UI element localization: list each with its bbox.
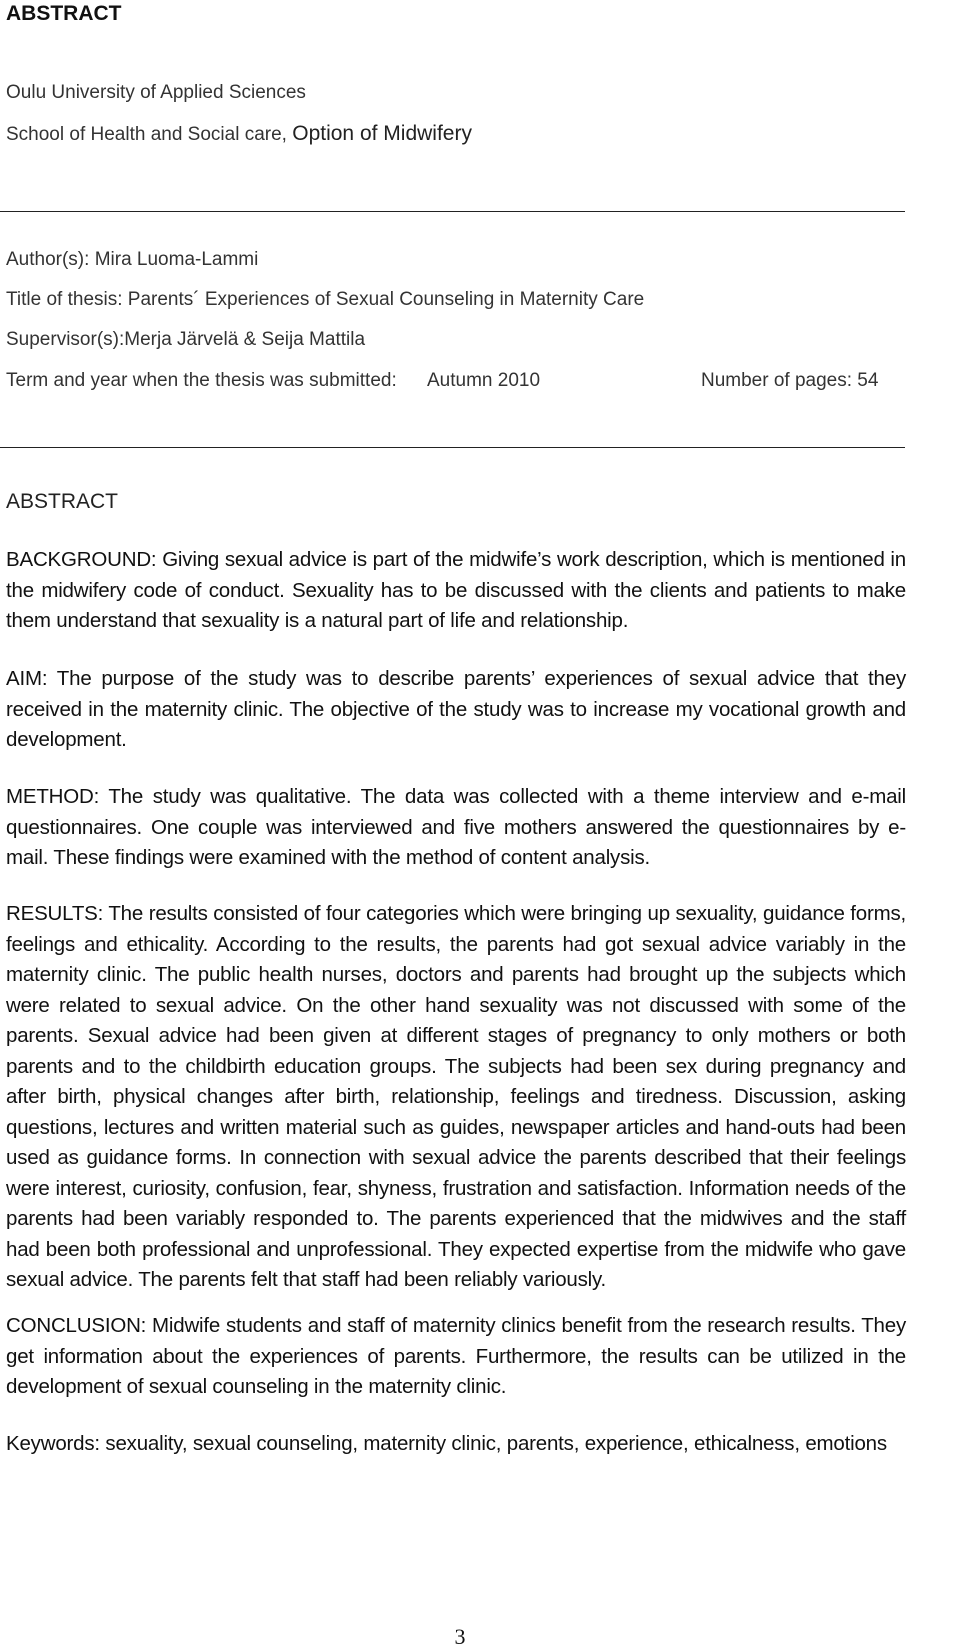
term-value: Autumn 2010 (427, 370, 541, 391)
school-line (6, 122, 472, 146)
author-line: Author(s): Mira Luoma-Lammi (6, 249, 259, 270)
supervisor-line: Supervisor(s):Merja Järvelä & Seija Mattila (6, 329, 366, 350)
university-name: Oulu University of Applied Sciences (6, 82, 306, 103)
option-name: Option of Midwifery (292, 122, 472, 145)
page-number: 3 (454, 1624, 466, 1649)
school-name: School of Health and Social care, (6, 124, 293, 145)
keywords-paragraph: Keywords: sexuality, sexual counseling, maternity clinic, parents, experience, ethicalness, emotions (6, 1432, 887, 1455)
page-count: Number of pages: 54 (701, 370, 879, 391)
thesis-title-line: Title of thesis: Parents´ Experiences of Sexual Counseling in Maternity Care (6, 289, 645, 310)
conclusion-paragraph: CONCLUSION: Midwife students and staff of maternity clinics benefit from the research results. They get information about the experiences of parents. Furthermore, the results can be utilized in the development of sexual counseling in the maternity clinic. (6, 1314, 906, 1398)
background-paragraph: BACKGROUND: Giving sexual advice is part of the midwife’s work description, which is mentioned in the midwifery code of conduct. Sexuality has to be discussed with the clients and patients to make them understand that sexuality is a natural part of life and relationship. (6, 548, 906, 632)
term-label: Term and year when the thesis was submitted: (6, 370, 397, 391)
results-paragraph: RESULTS: The results consisted of four categories which were bringing up sexuality, guidance forms, feelings and ethicality. According to the results, the parents had got sexual advice variably in the maternity clinic. The public health nurses, doctors and parents had brought up the subjects which were related to sexual advice. On the other hand sexuality was not discussed with some of the parents. Sexual advice had been given at different stages of pregnancy to only mothers or both parents and to the childbirth education groups. The subjects had been sex during pregnancy and after birth, physical changes after birth, relationship, feelings and tiredness. Discussion, asking questions, lectures and written material such as guides, newspaper articles and hand-outs had been used as guidance forms. In connection with sexual advice the parents described that their feelings were interest, curiosity, confusion, fear, shyness, frustration and satisfaction. Information needs of the parents had been variably responded to. The parents experienced that the midwives and the staff had been both professional and unprofessional. They expected expertise from the midwife who gave sexual advice. The parents felt that staff had been reliably variously. (6, 902, 906, 1291)
aim-paragraph: AIM: The purpose of the study was to describe parents’ experiences of sexual advice that they received in the maternity clinic. The objective of the study was to increase my vocational growth and development. (6, 667, 906, 751)
divider-bottom (0, 447, 905, 448)
abstract-heading: ABSTRACT (6, 490, 119, 513)
page-title: ABSTRACT (6, 2, 122, 25)
method-paragraph: METHOD: The study was qualitative. The data was collected with a theme interview and e-mail questionnaires. One couple was interviewed and five mothers answered the questionnaires by e-mail. These findings were examined with the method of content analysis. (6, 785, 906, 869)
divider-top (0, 211, 905, 212)
